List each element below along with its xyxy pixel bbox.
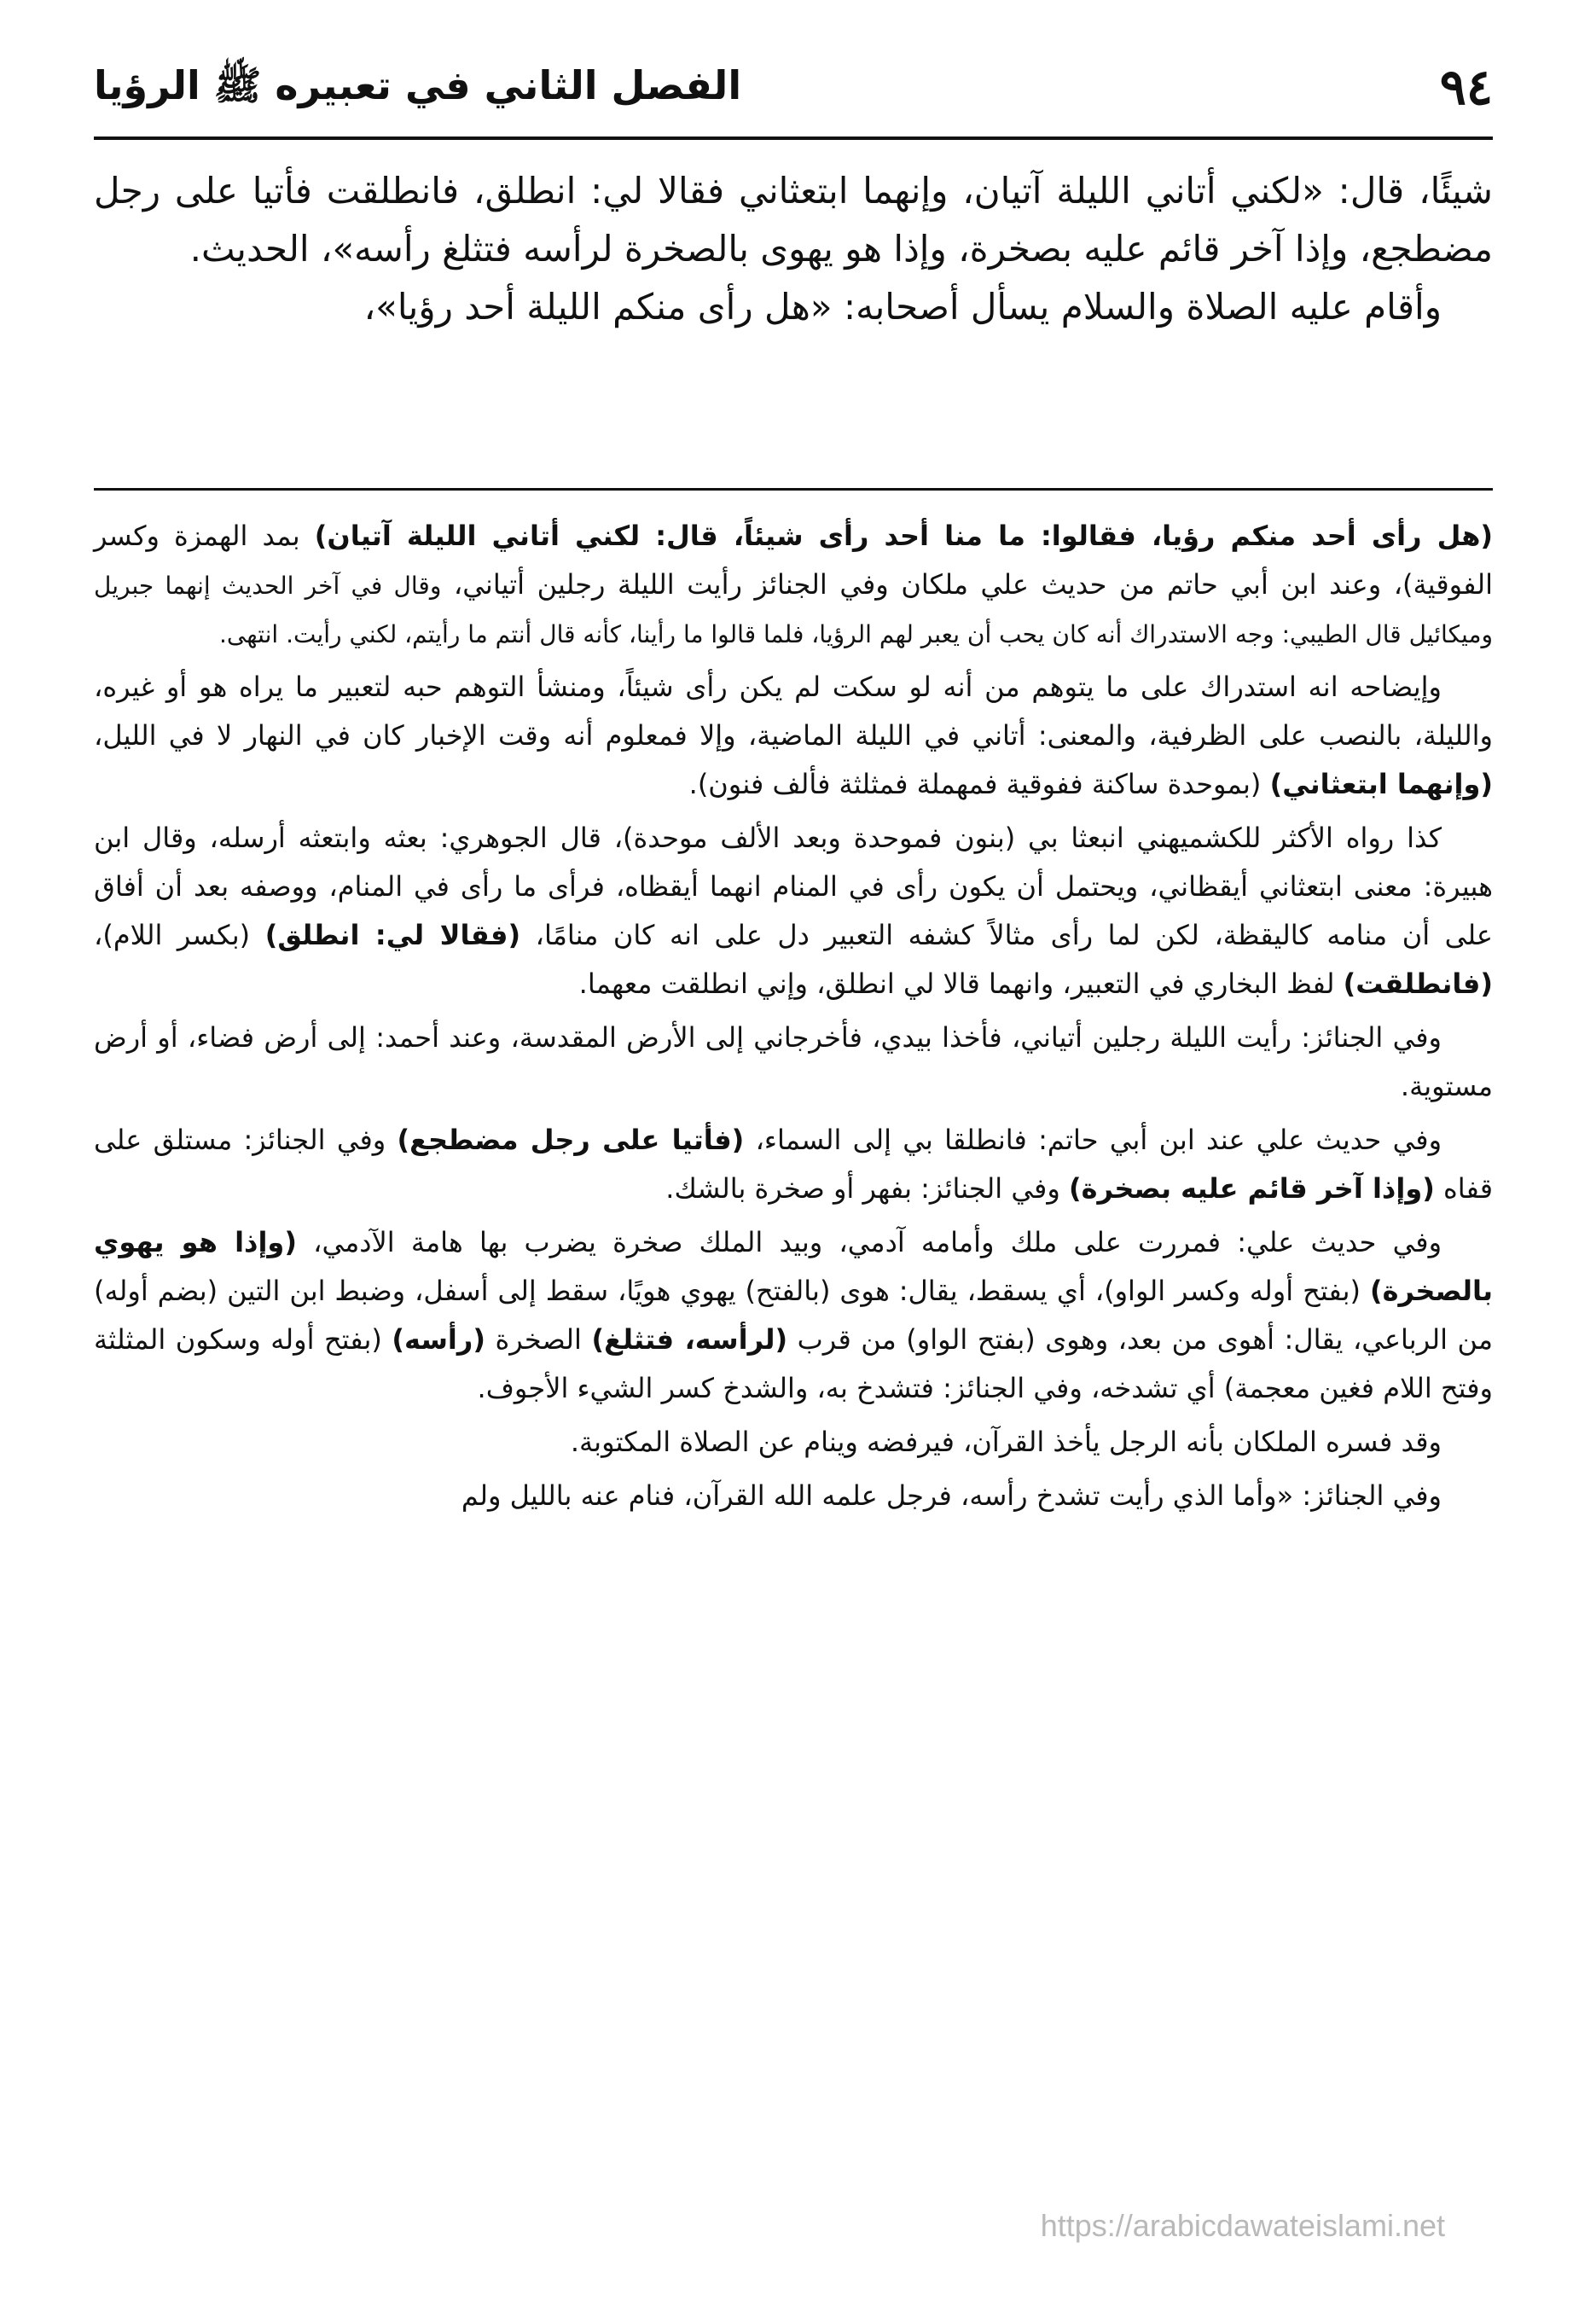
watermark-url: https://arabicdawateislami.net (1040, 2208, 1445, 2243)
commentary-paragraph-6: وفي حديث علي: فمررت على ملك وأمامه آدمي، وبيد الملك صخرة يضرب بها هامة الآدمي، (وإذا هو يهوي بالصخرة) (بفتح أوله وكسر الواو)، أي يسقط، يقال: هوى (بالفتح) يهوي هويًا، سقط إلى أسفل، وضبط ابن التين (بضم أوله) من الرباعي، يقال: أهوى من بعد، وهوى (بفتح الواو) من قرب (لرأسه، فتثلغ) الصخرة (رأسه) (بفتح أوله وسكون المثلثة وفتح اللام فغين معجمة) أي تشدخه، وفي الجنائز: فتشدخ به، والشدخ كسر الشيء الأجوف. (94, 1226, 1494, 1404)
hadith-text (94, 162, 1493, 336)
page-number: ٩٤ (1439, 58, 1493, 116)
commentary-paragraph-4: وفي الجنائز: رأيت الليلة رجلين أتياني، فأخذا بيدي، فأخرجاني إلى الأرض المقدسة، وعند أحمد: إلى أرض فضاء، أو أرض مستوية. (94, 1021, 1493, 1102)
header-rule (94, 137, 1493, 140)
commentary-quote-4: (فانطلقت) (1343, 967, 1493, 1000)
page-header (94, 49, 1493, 135)
commentary-quote-3: (فقالا لي: انطلق) (264, 919, 521, 951)
commentary-paragraph-8: وفي الجنائز: «وأما الذي رأيت تشدخ رأسه، فرجل علمه الله القرآن، فنام عنه بالليل ولم (461, 1479, 1442, 1512)
commentary-paragraph-2: وإيضاحه انه استدراك على ما يتوهم من أنه لو سكت لم يكن رأى شيئاً، ومنشأ التوهم حبه لتعبير ما يراه هو أو غيره، والليلة، بالنصب على الظرفية، والمعنى: أتاني في الليلة الماضية، وإلا فمعلوم أنه وقت الإخبار كان في النهار لا في الليل، (وإنهما ابتعثاني) (بموحدة ساكنة ففوقية فمهملة فمثلثة فألف فنون). (94, 671, 1493, 800)
commentary-quote-8: (لرأسه، فتثلغ) (591, 1323, 788, 1356)
commentary-paragraph-3: كذا رواه الأكثر للكشميهني انبعثا بي (بنون فموحدة وبعد الألف موحدة)، قال الجوهري: بعثه وابتعثه أرسله، وقال ابن هبيرة: معنى ابتعثاني أيقظاني، ويحتمل أن يكون رأى في المنام انهما أيقظاه، فرأى ما رأى في المنام، ووصفه بعد أن أفاق على أن منامه كاليقظة، لكن لما رأى مثالاً كشفه التعبير دل على انه كان منامًا، (فقالا لي: انطلق) (بكسر اللام)، (فانطلقت) لفظ البخاري في التعبير، وانهما قالا لي انطلق، وإني انطلقت معهما. (94, 822, 1494, 1000)
commentary-divider (94, 488, 1493, 491)
commentary-paragraph-7: وقد فسره الملكان بأنه الرجل يأخذ القرآن، فيرفضه وينام عن الصلاة المكتوبة. (570, 1426, 1442, 1458)
commentary-quote-5: (فأتيا على رجل مضطجع) (397, 1124, 745, 1156)
commentary-paragraph-5: وفي حديث علي عند ابن أبي حاتم: فانطلقا بي إلى السماء، (فأتيا على رجل مضطجع) وفي الجنائز: مستلق على قفاه (وإذا آخر قائم عليه بصخرة) وفي الجنائز: بفهر أو صخرة بالشك. (94, 1124, 1493, 1205)
commentary-quote-9: (رأسه) (392, 1323, 485, 1356)
commentary-quote-6: (وإذا آخر قائم عليه بصخرة) (1068, 1172, 1435, 1205)
commentary-quote-1: (هل رأى أحد منكم رؤيا، فقالوا: ما منا أحد رأى شيئاً، قال: لكني أتاني الليلة آتيان) (314, 520, 1493, 552)
commentary-paragraph-1: (هل رأى أحد منكم رؤيا، فقالوا: ما منا أحد رأى شيئاً، قال: لكني أتاني الليلة آتيان) بمد الهمزة وكسر الفوقية)، وعند ابن أبي حاتم من حديث علي ملكان وفي الجنائز رأيت الليلة رجلين أتياني، وقال في آخر الحديث إنهما جبريل وميكائيل قال الطيبي: وجه الاستدراك أنه كان يحب أن يعبر لهم الرؤيا، فلما قالوا ما رأينا، كأنه قال أنتم ما رأيتم، لكني رأيت. انتهى. (94, 520, 1493, 648)
hadith-paragraph-1: شيئًا، قال: «لكني أتاني الليلة آتيان، وإنهما ابتعثاني فقالا لي: انطلق، فانطلقت فأتيا على رجل مضطجع، وإذا آخر قائم عليه بصخرة، وإذا هو يهوى بالصخرة لرأسه فتثلغ رأسه»، الحديث. (94, 170, 1493, 270)
commentary-quote-7: (وإذا هو يهوي بالصخرة) (94, 1226, 1494, 1307)
hadith-paragraph-2: وأقام عليه الصلاة والسلام يسأل أصحابه: «هل رأى منكم الليلة أحد رؤيا»، (363, 286, 1442, 328)
running-title: الفصل الثاني في تعبيره ﷺ الرؤيا (94, 62, 742, 108)
commentary-text (94, 512, 1493, 1525)
commentary-quote-2: (وإنهما ابتعثاني) (1269, 768, 1493, 800)
